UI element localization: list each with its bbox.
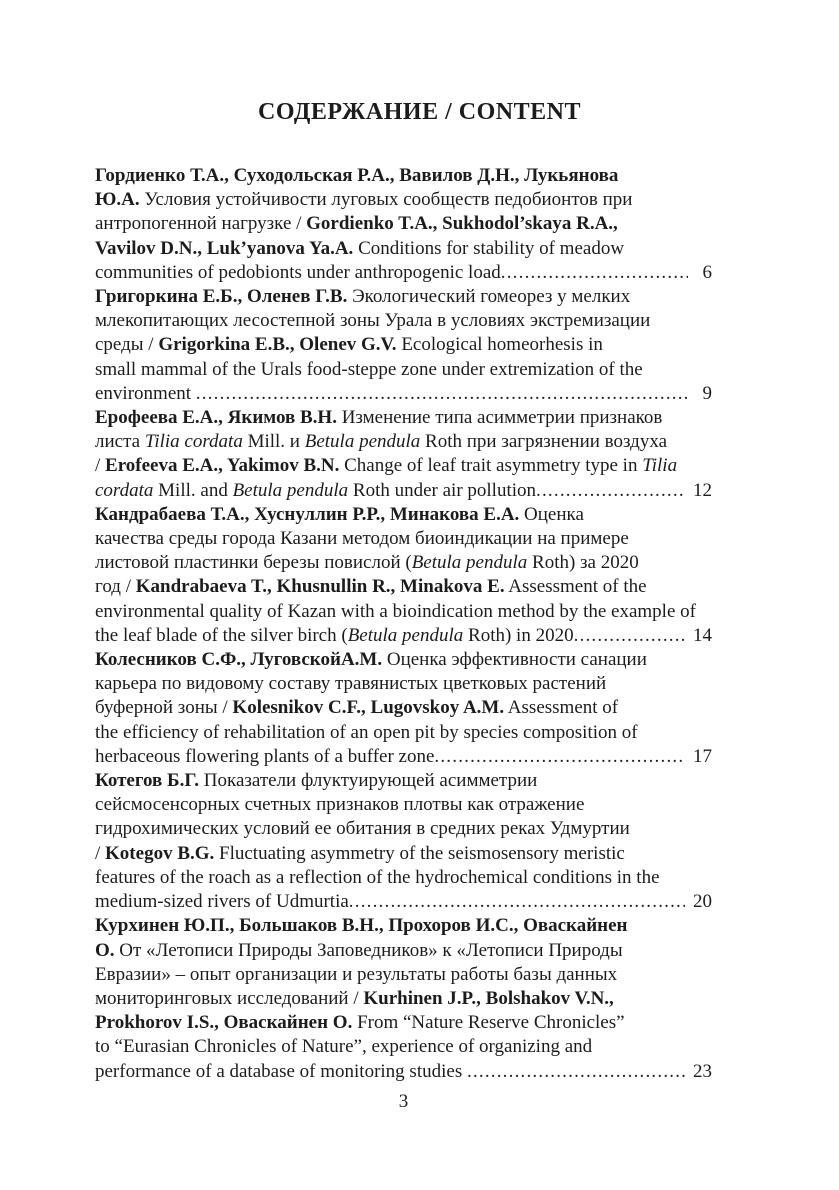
text-run: Assessment of xyxy=(504,697,619,719)
text-run: сейсмосенсорных счетных признаков плотвы как отражение xyxy=(95,794,585,816)
dot-leader xyxy=(574,624,685,648)
text-run: environment xyxy=(95,382,196,404)
entry-page-number: 23 xyxy=(693,1060,712,1082)
toc-line xyxy=(95,382,712,406)
text-run: Оценка xyxy=(519,503,584,525)
text-run: Григоркина Е.Б., Оленев Г.В. xyxy=(95,286,348,308)
dot-leader xyxy=(501,261,688,285)
text-run: качества среды города Казани методом биоиндикации на примере xyxy=(95,528,629,550)
text-run: От «Летописи Природы Заповедников» к «Летописи Природы xyxy=(114,939,623,961)
dot-leader xyxy=(196,382,688,406)
toc-line xyxy=(95,745,712,769)
page-title: СОДЕРЖАНИЕ / CONTENT xyxy=(258,99,581,125)
toc-line xyxy=(95,237,712,261)
footer-page-number: 3 xyxy=(398,1090,409,1112)
text-run: Vavilov D.N., Luk’yanova Ya.A. xyxy=(95,237,354,259)
toc-line xyxy=(95,551,712,575)
dot-leader xyxy=(467,1060,685,1084)
text-run: Mill. и xyxy=(242,431,305,453)
text-run: Betula pendula xyxy=(304,431,421,453)
text-run: Betula pendula xyxy=(347,624,464,646)
toc-line xyxy=(95,212,712,236)
text-run: листа xyxy=(95,431,145,453)
text-run: Экологический гомеорез у мелких xyxy=(347,286,631,308)
text-run: Kotegov B.G. xyxy=(105,842,215,864)
text-run: / xyxy=(95,842,106,864)
toc-line xyxy=(95,914,712,938)
toc-line xyxy=(95,842,712,866)
text-run: среды / xyxy=(95,334,159,356)
text-run: the leaf blade of the silver birch ( xyxy=(95,624,348,646)
toc-entry xyxy=(95,914,712,1083)
toc-line xyxy=(95,600,712,624)
toc-line xyxy=(95,261,712,285)
toc-line xyxy=(95,696,712,720)
toc-line xyxy=(95,188,712,212)
text-run: / xyxy=(95,455,106,477)
text-run: Ю.А. xyxy=(95,189,140,211)
toc-line xyxy=(95,503,712,527)
text-run: Евразии» – опыт организации и результаты работы базы данных xyxy=(95,963,618,985)
toc-line xyxy=(95,648,712,672)
text-run: Курхинен Ю.П., Большаков В.Н., Прохоров И.С., Оваскайнен xyxy=(95,915,628,937)
dot-leader xyxy=(434,745,685,769)
toc-line xyxy=(95,1011,712,1035)
text-run: medium-sized rivers of Udmurtia xyxy=(95,891,349,913)
text-run: From “Nature Reserve Chronicles” xyxy=(352,1012,625,1034)
toc-entry xyxy=(95,769,712,914)
toc-line xyxy=(95,430,712,454)
toc-line xyxy=(95,164,712,188)
footer-area xyxy=(95,1090,712,1114)
text-run: Гордиенко Т.А., Суходольская Р.А., Вавилов Д.Н., Лукьянова xyxy=(95,165,619,186)
toc-entry xyxy=(95,648,712,769)
toc-line xyxy=(95,769,712,793)
text-run: features of the roach as a reflection of the hydrochemical conditions in the xyxy=(95,866,660,888)
toc-entry xyxy=(95,406,712,503)
text-run: Conditions for stability of meadow xyxy=(353,237,625,259)
entry-page-number: 14 xyxy=(693,624,712,646)
text-run: Gordienko T.A., Sukhodol’skaya R.A., xyxy=(306,213,618,235)
toc-entry xyxy=(95,285,712,406)
text-run: Betula pendula xyxy=(411,552,528,574)
toc-line xyxy=(95,285,712,309)
text-run: performance of a database of monitoring studies xyxy=(95,1060,467,1082)
text-run: гидрохимических условий ее обитания в средних реках Удмуртии xyxy=(95,818,630,840)
toc-line xyxy=(95,527,712,551)
text-run: Ерофеева Е.А., Якимов В.Н. xyxy=(95,407,337,429)
text-run: Оценка эффективности санации xyxy=(382,649,647,671)
toc-line xyxy=(95,866,712,890)
toc-entry xyxy=(95,503,712,648)
text-run: the efficiency of rehabilitation of an open pit by species composition of xyxy=(95,721,638,743)
entry-page-number: 9 xyxy=(702,382,712,404)
entry-page-number: 12 xyxy=(693,479,712,501)
text-run: Roth) in 2020 xyxy=(463,624,574,646)
text-run: to “Eurasian Chronicles of Nature”, experience of organizing and xyxy=(95,1036,593,1058)
text-run: Условия устойчивости луговых сообществ педобионтов при xyxy=(139,189,633,211)
title-area xyxy=(0,0,839,128)
text-run: антропогенной нагрузке / xyxy=(95,213,307,235)
toc-line xyxy=(95,721,712,745)
text-run: Kandrabaeva T., Khusnullin R., Minakova E. xyxy=(135,576,505,598)
text-run: Change of leaf trait asymmetry type in xyxy=(339,455,643,477)
text-run: Кандрабаева Т.А., Хуснуллин Р.Р., Минакова Е.А. xyxy=(95,503,520,525)
toc-line xyxy=(95,987,712,1011)
text-run: Roth under air pollution xyxy=(348,479,537,501)
dot-leader xyxy=(536,479,685,503)
text-run: млекопитающих лесостепной зоны Урала в условиях экстремизации xyxy=(95,310,651,332)
toc-line xyxy=(95,309,712,333)
text-run: communities of pedobionts under anthropogenic load xyxy=(95,261,501,283)
text-run: Grigorkina E.B., Olenev G.V. xyxy=(158,334,397,356)
entry-page-number: 6 xyxy=(702,261,712,283)
toc-line xyxy=(95,793,712,817)
toc-line xyxy=(95,672,712,696)
toc-entry xyxy=(95,164,712,285)
text-run: Erofeeva E.A., Yakimov B.N. xyxy=(105,455,340,477)
toc-line xyxy=(95,939,712,963)
dot-leader xyxy=(349,890,685,914)
text-run: Kolesnikov C.F., Lugovskoy A.M. xyxy=(232,697,505,719)
text-run: Fluctuating asymmetry of the seismosensory meristic xyxy=(214,842,625,864)
text-run: Roth) за 2020 xyxy=(527,552,639,574)
toc-line xyxy=(95,624,712,648)
toc-line xyxy=(95,575,712,599)
text-run: Mill. and xyxy=(153,479,233,501)
text-run: Изменение типа асимметрии признаков xyxy=(336,407,663,429)
text-run: cordata xyxy=(95,479,154,501)
entry-page-number: 20 xyxy=(693,891,712,913)
text-run: herbaceous flowering plants of a buffer zone xyxy=(95,745,435,767)
text-run: Ecological homeorhesis in xyxy=(396,334,603,356)
text-run: буферной зоны / xyxy=(95,697,233,719)
toc-line xyxy=(95,963,712,987)
toc-line xyxy=(95,454,712,478)
text-run: environmental quality of Kazan with a bioindication method by the example of xyxy=(95,600,696,622)
text-run: Assessment of the xyxy=(504,576,647,598)
text-run: Котегов Б.Г. xyxy=(95,770,200,792)
text-run: карьера по видовому составу травянистых цветковых растений xyxy=(95,673,607,695)
text-run: Kurhinen J.P., Bolshakov V.N., xyxy=(363,987,614,1009)
text-run: Roth при загрязнении воздуха xyxy=(420,431,668,453)
toc-list xyxy=(95,164,712,1084)
toc-line xyxy=(95,1060,712,1084)
text-run: год / xyxy=(95,576,136,598)
text-run: small mammal of the Urals food-steppe zone under extremization of the xyxy=(95,358,643,380)
text-run: Tilia cordata xyxy=(144,431,243,453)
toc-line xyxy=(95,890,712,914)
text-run: Betula pendula xyxy=(232,479,349,501)
text-run: Prokhorov I.S., Оваскайнен O. xyxy=(95,1012,353,1034)
entry-page-number: 17 xyxy=(693,745,712,767)
toc-line xyxy=(95,333,712,357)
toc-line xyxy=(95,479,712,503)
text-run: мониторинговых исследований / xyxy=(95,987,364,1009)
toc-line xyxy=(95,817,712,841)
toc-line xyxy=(95,406,712,430)
text-run: Tilia xyxy=(642,455,678,477)
text-run: Показатели флуктуирующей асимметрии xyxy=(199,770,538,792)
text-run: Колесников С.Ф., ЛуговскойА.М. xyxy=(95,649,383,671)
toc-line xyxy=(95,358,712,382)
text-run: О. xyxy=(95,939,115,961)
toc-line xyxy=(95,1035,712,1059)
text-run: листовой пластинки березы повислой ( xyxy=(95,552,412,574)
